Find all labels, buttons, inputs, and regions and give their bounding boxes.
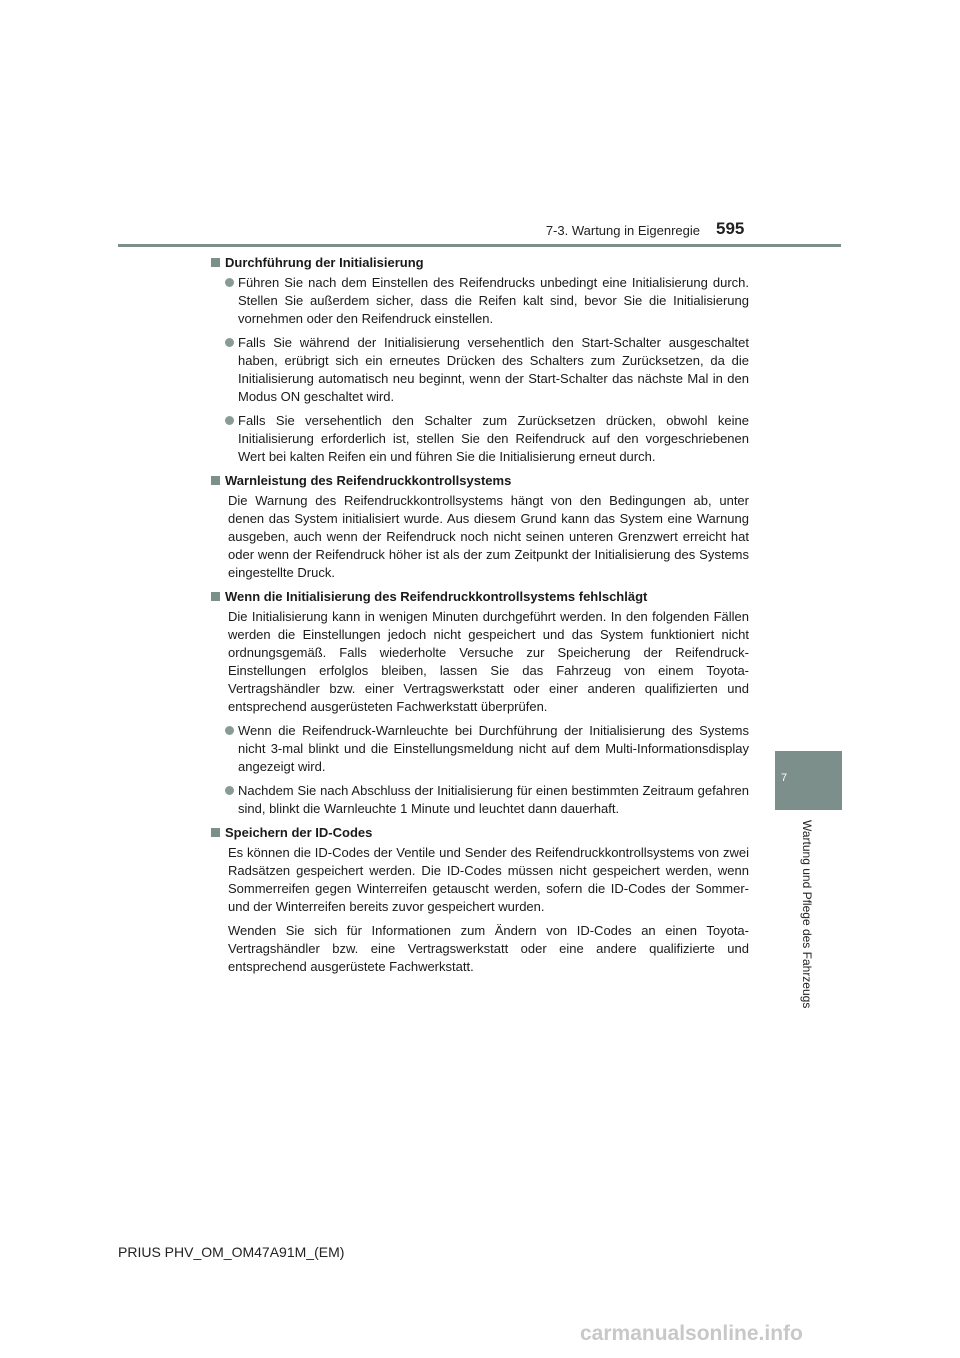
square-bullet-icon: [211, 258, 220, 267]
list-item-text: Falls Sie während der Initialisierung versehentlich den Start-Schalter ausgeschaltet haben, erübrigt sich ein erneutes Drücken des Schalters zum Zurücksetzen, da die Initialisierung automatisch neu beginnt, wenn der Start-Schalter das nächste Mal in den Modus ON geschaltet wird.: [238, 335, 749, 404]
paragraph: Es können die ID-Codes der Ventile und Sender des Reifendruckkontrollsystems von zwei Radsätzen gespeichert werden. Die ID-Codes müssen nicht gespeichert werden, wenn Sommerreifen gegen Winterreifen getauscht werden, sofern die ID-Codes der Sommer- und der Winterreifen bereits zuvor gespeichert wurden.: [228, 845, 749, 914]
circle-bullet-icon: [225, 338, 234, 347]
paragraph: Die Initialisierung kann in wenigen Minuten durchgeführt werden. In den folgenden Fällen werden die Einstellungen jedoch nicht gespeichert und das System funktioniert nicht ordnungsgemäß. Falls wiederholte Versuche zur Speicherung der Reifendruck-Einstellungen erfolglos bleiben, lassen Sie das Fahrzeug von einem Toyota-Vertragshändler bzw. einer Vertragswerkstatt oder einer anderen qualifizierten und entsprechend ausgerüsteten Fachwerkstatt überprüfen.: [228, 609, 749, 714]
section-heading: [209, 254, 749, 272]
section-heading-text: Warnleistung des Reifendruckkontrollsystems: [225, 473, 512, 488]
circle-bullet-icon: [225, 726, 234, 735]
section-initialization-failure: [209, 588, 749, 818]
list-item-text: Wenn die Reifendruck-Warnleuchte bei Durchführung der Initialisierung des Systems nicht 3-mal blinkt und die Einstellungsmeldung nicht auf dem Multi-Informationsdisplay angezeigt wird.: [238, 723, 749, 774]
circle-bullet-icon: [225, 416, 234, 425]
list-item: [209, 334, 749, 406]
list-item: [209, 782, 749, 818]
list-item: [209, 722, 749, 776]
section-heading: [209, 472, 749, 490]
section-id-codes: [209, 824, 749, 976]
square-bullet-icon: [211, 828, 220, 837]
paragraph: Wenden Sie sich für Informationen zum Ändern von ID-Codes an einen Toyota-Vertragshändler bzw. eine Vertragswerkstatt oder eine andere qualifizierte und entsprechend ausgerüstete Fachwerkstatt.: [228, 923, 749, 974]
section-warning-performance: [209, 472, 749, 582]
list-item-text: Falls Sie versehentlich den Schalter zum Zurücksetzen drücken, obwohl keine Initialisierung erforderlich ist, stellen Sie den Reifendruck auf den vorgeschriebenen Wert bei kalten Reifen ein und führen Sie die Initialisierung erneut durch.: [238, 413, 749, 464]
page-number: 595: [716, 219, 745, 238]
circle-bullet-icon: [225, 278, 234, 287]
chapter-tab-title: Wartung und Pflege des Fahrzeugs: [800, 820, 814, 1009]
section-heading-text: Wenn die Initialisierung des Reifendruckkontrollsystems fehlschlägt: [225, 589, 648, 604]
section-heading: [209, 824, 749, 842]
section-heading-text: Durchführung der Initialisierung: [225, 255, 424, 270]
square-bullet-icon: [211, 592, 220, 601]
list-item: [209, 274, 749, 328]
chapter-tab-number: 7: [780, 772, 788, 784]
section-initialization: [209, 254, 749, 466]
circle-bullet-icon: [225, 786, 234, 795]
paragraph: Die Warnung des Reifendruckkontrollsystems hängt von den Bedingungen ab, unter denen das System initialisiert wurde. Aus diesem Grund kann das System eine Warnung ausgeben, auch wenn der Reifendruck noch nicht seinen unteren Grenzwert erreicht hat oder wenn der Reifendruck höher ist als der zum Zeitpunkt der Initialisierung des Systems eingestellte Druck.: [228, 493, 749, 580]
list-item-text: Nachdem Sie nach Abschluss der Initialisierung für einen bestimmten Zeitraum gefahren sind, blinkt die Warnleuchte 1 Minute und leuchtet dann dauerhaft.: [238, 783, 749, 816]
footer-document-code: PRIUS PHV_OM_OM47A91M_(EM): [118, 1244, 345, 1260]
list-item-text: Führen Sie nach dem Einstellen des Reifendrucks unbedingt eine Initialisierung durch. Stellen Sie außerdem sicher, dass die Reifen kalt sind, bevor Sie die Initialisierung vornehmen oder den Reifendruck einstellen.: [238, 275, 749, 326]
header-rule: [118, 244, 841, 247]
list-item: [209, 412, 749, 466]
header-section-title: 7-3. Wartung in Eigenregie: [545, 223, 700, 238]
watermark-logo: carmanualsonline.info: [580, 1322, 803, 1345]
section-heading: [209, 588, 749, 606]
square-bullet-icon: [211, 476, 220, 485]
section-heading-text: Speichern der ID-Codes: [225, 825, 373, 840]
page-content: [209, 254, 749, 982]
